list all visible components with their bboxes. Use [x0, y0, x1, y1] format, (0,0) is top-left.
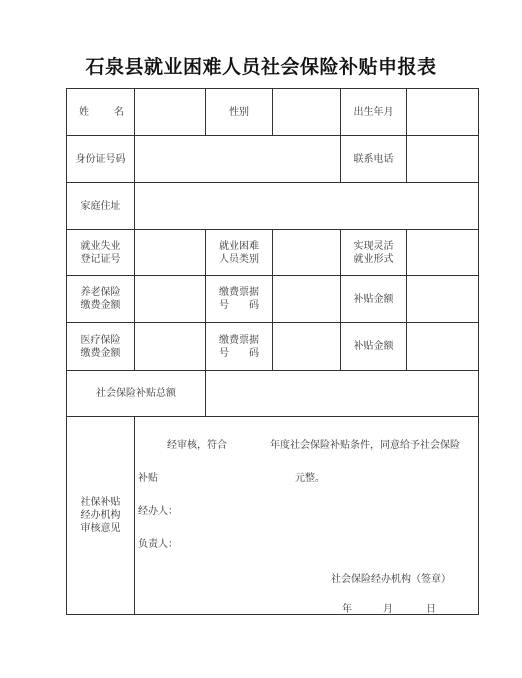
date-year-label: 年 — [342, 604, 352, 615]
handler-label: 经办人： — [138, 506, 178, 517]
field-medical-receipt[interactable] — [273, 323, 341, 371]
label-address: 家庭住址 — [67, 183, 135, 230]
opinion-text-2: 年度社会保险补贴条件，同意给予社会保险 — [270, 440, 460, 451]
label-medical-receipt: 缴费票据 号 码 — [206, 323, 273, 371]
agency-seal-label: 社会保险经办机构（签章） — [331, 574, 451, 585]
field-name[interactable] — [135, 89, 206, 136]
label-review-opinion: 社保补贴 经办机构 审核意见 — [67, 417, 135, 615]
label-flex-employment: 实现灵活 就业形式 — [341, 230, 407, 276]
field-medical-amount[interactable] — [135, 323, 206, 371]
label-difficulty-type: 就业困难 人员类别 — [206, 230, 273, 276]
field-pension-subsidy[interactable] — [407, 276, 479, 323]
row-medical — [67, 323, 479, 371]
field-difficulty-type[interactable] — [273, 230, 341, 276]
label-name: 姓 名 — [67, 89, 135, 136]
field-id-number[interactable] — [135, 136, 341, 183]
label-unemployment-cert: 就业失业 登记证号 — [67, 230, 135, 276]
field-unemployment-cert[interactable] — [135, 230, 206, 276]
opinion-text-1: 经审核，符合 — [167, 440, 227, 451]
label-pension-amount: 养老保险 缴费金额 — [67, 276, 135, 323]
label-medical-subsidy: 补贴金额 — [341, 323, 407, 371]
label-id-number: 身份证号码 — [67, 136, 135, 183]
label-gender: 性别 — [206, 89, 273, 136]
review-opinion-area[interactable] — [135, 417, 479, 615]
responsible-label: 负责人： — [138, 539, 178, 550]
field-address[interactable] — [135, 183, 479, 230]
label-pension-receipt: 缴费票据 号 码 — [206, 276, 273, 323]
field-phone[interactable] — [407, 136, 479, 183]
field-pension-amount[interactable] — [135, 276, 206, 323]
opinion-text-4: 元整。 — [295, 473, 325, 484]
label-phone: 联系电话 — [341, 136, 407, 183]
row-pension — [67, 276, 479, 323]
date-month-label: 月 — [383, 604, 393, 615]
date-day-label: 日 — [426, 604, 436, 615]
row-address — [67, 183, 479, 230]
field-gender[interactable] — [273, 89, 341, 136]
row-basic-info — [67, 89, 479, 136]
label-pension-subsidy: 补贴金额 — [341, 276, 407, 323]
application-form-table — [66, 88, 479, 615]
field-flex-employment[interactable] — [407, 230, 479, 276]
row-employment — [67, 230, 479, 276]
opinion-text-3: 补贴 — [138, 473, 158, 484]
row-total — [67, 371, 479, 417]
row-id-phone — [67, 136, 479, 183]
label-medical-amount: 医疗保险 缴费金额 — [67, 323, 135, 371]
label-total-subsidy: 社会保险补贴总额 — [67, 371, 206, 417]
form-title: 石泉县就业困难人员社会保险补贴申报表 — [85, 56, 437, 78]
field-pension-receipt[interactable] — [273, 276, 341, 323]
row-review — [67, 417, 479, 615]
label-birth: 出生年月 — [341, 89, 407, 136]
field-medical-subsidy[interactable] — [407, 323, 479, 371]
field-total-subsidy[interactable] — [206, 371, 479, 417]
field-birth[interactable] — [407, 89, 479, 136]
